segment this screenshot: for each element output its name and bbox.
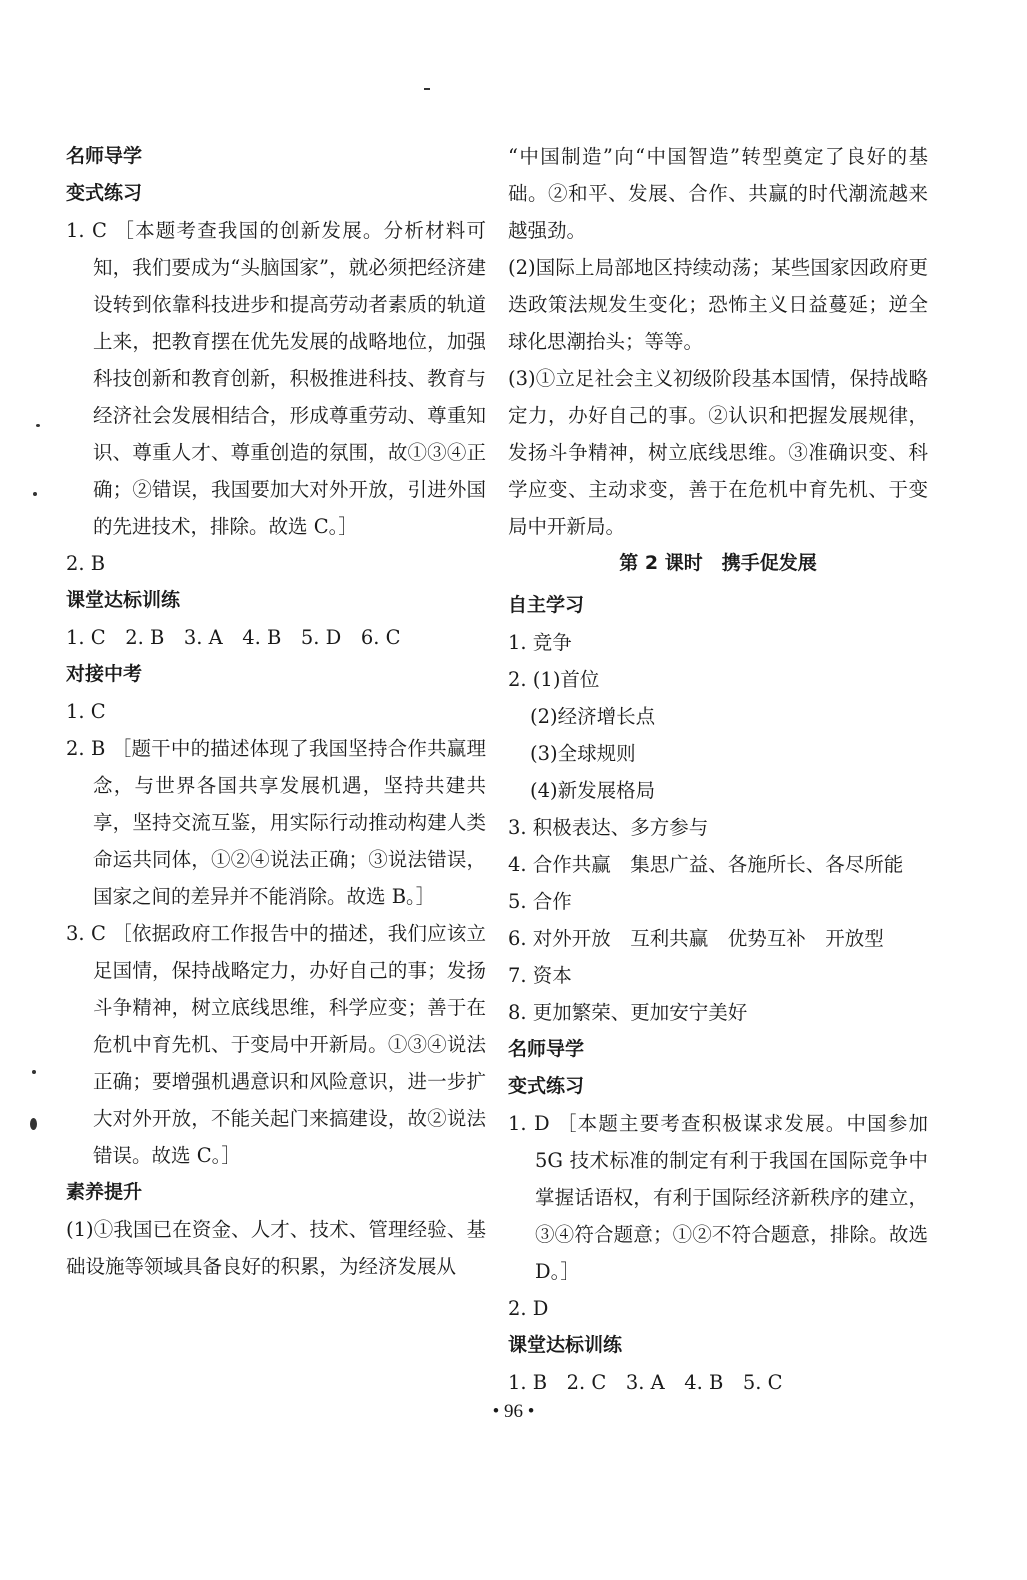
answer-text: (4)新发展格局 bbox=[530, 779, 656, 802]
scan-speck bbox=[33, 492, 37, 496]
right-column bbox=[508, 138, 928, 1401]
section-heading: 名师导学 bbox=[66, 145, 143, 167]
section-heading: 自主学习 bbox=[508, 594, 585, 616]
section-heading: 变式练习 bbox=[66, 182, 143, 204]
section-heading: 名师导学 bbox=[508, 1038, 585, 1060]
section-heading: 课堂达标训练 bbox=[508, 1334, 623, 1356]
answer-text: (1)①我国已在资金、人才、技术、管理经验、基础设施等领域具备良好的积累，为经济发展从 bbox=[66, 1218, 486, 1278]
answer-text: “中国制造”向“中国智造”转型奠定了良好的基础。②和平、发展、合作、共赢的时代潮流越来越强劲。 bbox=[508, 145, 928, 242]
scan-speck bbox=[424, 88, 430, 90]
scan-speck bbox=[36, 424, 40, 427]
answer-text: 7. 资本 bbox=[508, 964, 572, 987]
section-heading: 课堂达标训练 bbox=[66, 589, 181, 611]
answer-text: 6. 对外开放 互利共赢 优势互补 开放型 bbox=[508, 927, 884, 950]
answer-text: 1. D ［本题主要考查积极谋求发展。中国参加 5G 技术标准的制定有利于我国在国际竞争中掌握话语权，有利于国际经济新秩序的建立，③④符合题意；①②不符合题意，排除。故选 D。］ bbox=[508, 1112, 928, 1283]
answer-text: (2)经济增长点 bbox=[530, 705, 656, 728]
lesson-title: 第 2 课时 携手促发展 bbox=[619, 552, 817, 574]
answer-text: 2. D bbox=[508, 1297, 549, 1320]
answer-text: 1. 竞争 bbox=[508, 631, 572, 654]
scan-speck bbox=[30, 1118, 37, 1130]
scan-speck bbox=[32, 1070, 36, 1074]
section-heading: 对接中考 bbox=[66, 663, 143, 685]
section-heading: 变式练习 bbox=[508, 1075, 585, 1097]
answer-text: 2. (1)首位 bbox=[508, 668, 600, 691]
answer-text: (2)国际上局部地区持续动荡；某些国家因政府更迭政策法规发生变化；恐怖主义日益蔓延；逆全球化思潮抬头；等等。 bbox=[508, 256, 928, 353]
answer-text: 2. B ［题干中的描述体现了我国坚持合作共赢理念，与世界各国共享发展机遇，坚持共建共享，坚持交流互鉴，用实际行动推动构建人类命运共同体，①②④说法正确；③说法错误，国家之间的差异并不能消除。故选 B。］ bbox=[66, 737, 486, 908]
answer-text: 4. 合作共赢 集思广益、各施所长、各尽所能 bbox=[508, 853, 904, 876]
answer-text: 3. 积极表达、多方参与 bbox=[508, 816, 709, 839]
answer-text: (3)①立足社会主义初级阶段基本国情，保持战略定力，办好自己的事。②认识和把握发展规律，发扬斗争精神，树立底线思维。③准确识变、科学应变、主动求变，善于在危机中育先机、于变局中开新局。 bbox=[508, 367, 928, 538]
answer-text: 1. C ［本题考查我国的创新发展。分析材料可知，我们要成为“头脑国家”，就必须把经济建设转到依靠科技进步和提高劳动者素质的轨道上来，把教育摆在优先发展的战略地位，加强科技创新和教育创新，积极推进科技、教育与经济社会发展相结合，形成尊重劳动、尊重知识、尊重人才、尊重创造的氛围，故①③④正确；②错误，我国要加大对外开放，引进外国的先进技术，排除。故选 C。］ bbox=[66, 219, 486, 538]
answer-text: 2. B bbox=[66, 552, 106, 575]
answer-text: (3)全球规则 bbox=[530, 742, 636, 765]
answer-text: 5. 合作 bbox=[508, 890, 572, 913]
answer-text: 8. 更加繁荣、更加安宁美好 bbox=[508, 1001, 748, 1024]
page-number: • 96 • bbox=[492, 1401, 535, 1422]
answer-text: 1. C 2. B 3. A 4. B 5. D 6. C bbox=[66, 626, 401, 649]
answer-text: 1. B 2. C 3. A 4. B 5. C bbox=[508, 1371, 783, 1394]
section-heading: 素养提升 bbox=[66, 1181, 143, 1203]
left-column bbox=[66, 138, 486, 1285]
answer-text: 1. C bbox=[66, 700, 106, 723]
answer-text: 3. C ［依据政府工作报告中的描述，我们应该立足国情，保持战略定力，办好自己的事；发扬斗争精神，树立底线思维，科学应变；善于在危机中育先机、于变局中开新局。①③④说法正确；要增强机遇意识和风险意识，进一步扩大对外开放，不能关起门来搞建设，故②说法错误。故选 C。］ bbox=[66, 922, 486, 1167]
